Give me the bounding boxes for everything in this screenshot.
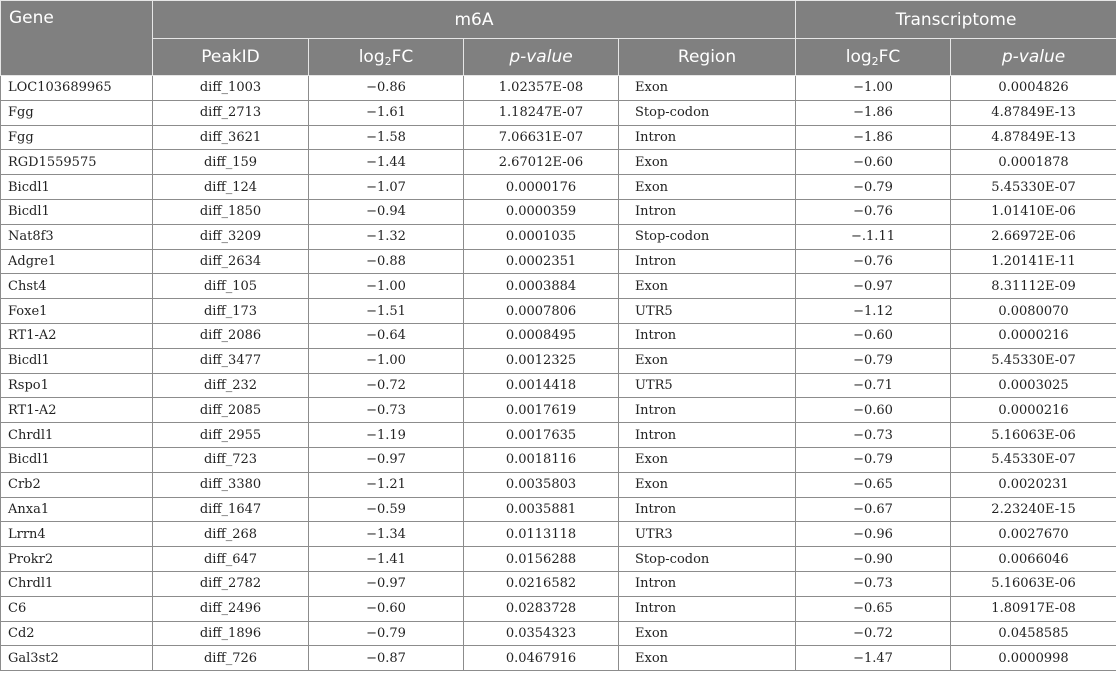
cell-transcriptome-log2fc: −0.97 <box>796 274 951 299</box>
header-transcriptome-log2fc: $\log_2FC$ <box>796 39 951 76</box>
cell-transcriptome-pvalue: 0.0000216 <box>951 323 1116 348</box>
cell-transcriptome-pvalue: 0.0003025 <box>951 373 1116 398</box>
cell-transcriptome-pvalue: 5.16063E-06 <box>951 423 1116 448</box>
table-row <box>1 76 1116 101</box>
cell-peakid: diff_173 <box>153 299 309 324</box>
cell-m6a-pvalue: 0.0354323 <box>464 621 619 646</box>
table-body <box>1 76 1116 671</box>
cell-m6a-log2fc: −1.19 <box>309 423 464 448</box>
cell-transcriptome-log2fc: −0.96 <box>796 522 951 547</box>
cell-region: Exon <box>619 621 796 646</box>
table-row <box>1 447 1116 472</box>
cell-gene: Bicdl1 <box>1 447 153 472</box>
cell-region: UTR5 <box>619 373 796 398</box>
cell-peakid: diff_268 <box>153 522 309 547</box>
cell-gene: Anxa1 <box>1 497 153 522</box>
cell-peakid: diff_232 <box>153 373 309 398</box>
table-row <box>1 175 1116 200</box>
table-row <box>1 348 1116 373</box>
cell-m6a-log2fc: −1.00 <box>309 274 464 299</box>
cell-m6a-log2fc: −1.21 <box>309 472 464 497</box>
cell-transcriptome-log2fc: −0.60 <box>796 323 951 348</box>
cell-peakid: diff_2085 <box>153 398 309 423</box>
table-row <box>1 224 1116 249</box>
cell-gene: Adgre1 <box>1 249 153 274</box>
cell-gene: RT1-A2 <box>1 398 153 423</box>
cell-transcriptome-log2fc: −.1.11 <box>796 224 951 249</box>
cell-transcriptome-pvalue: 8.31112E-09 <box>951 274 1116 299</box>
cell-transcriptome-pvalue: 4.87849E-13 <box>951 100 1116 125</box>
cell-transcriptome-pvalue: 0.0000998 <box>951 646 1116 671</box>
cell-peakid: diff_3380 <box>153 472 309 497</box>
cell-gene: Nat8f3 <box>1 224 153 249</box>
header-transcriptome: Transcriptome <box>796 1 1116 39</box>
header-region: Region <box>619 39 796 76</box>
cell-region: Exon <box>619 348 796 373</box>
cell-transcriptome-pvalue: 0.0000216 <box>951 398 1116 423</box>
table-row <box>1 398 1116 423</box>
cell-m6a-pvalue: 0.0035881 <box>464 497 619 522</box>
table-row <box>1 249 1116 274</box>
cell-transcriptome-log2fc: −1.86 <box>796 100 951 125</box>
cell-transcriptome-log2fc: −0.67 <box>796 497 951 522</box>
table-row <box>1 621 1116 646</box>
cell-transcriptome-log2fc: −0.71 <box>796 373 951 398</box>
cell-m6a-log2fc: −1.07 <box>309 175 464 200</box>
cell-m6a-pvalue: 0.0003884 <box>464 274 619 299</box>
cell-transcriptome-log2fc: −0.65 <box>796 472 951 497</box>
header-peakid: PeakID <box>153 39 309 76</box>
table-row <box>1 125 1116 150</box>
cell-transcriptome-log2fc: −0.73 <box>796 423 951 448</box>
cell-region: Intron <box>619 249 796 274</box>
cell-peakid: diff_2713 <box>153 100 309 125</box>
cell-m6a-pvalue: 0.0014418 <box>464 373 619 398</box>
cell-peakid: diff_726 <box>153 646 309 671</box>
table-row <box>1 323 1116 348</box>
cell-m6a-log2fc: −1.34 <box>309 522 464 547</box>
cell-transcriptome-log2fc: −1.12 <box>796 299 951 324</box>
cell-transcriptome-pvalue: 5.45330E-07 <box>951 175 1116 200</box>
cell-transcriptome-log2fc: −0.60 <box>796 150 951 175</box>
cell-region: Exon <box>619 150 796 175</box>
cell-gene: Bicdl1 <box>1 348 153 373</box>
cell-transcriptome-log2fc: −0.73 <box>796 571 951 596</box>
cell-peakid: diff_723 <box>153 447 309 472</box>
cell-region: UTR3 <box>619 522 796 547</box>
cell-m6a-log2fc: −1.44 <box>309 150 464 175</box>
cell-m6a-pvalue: 0.0216582 <box>464 571 619 596</box>
table-row <box>1 522 1116 547</box>
cell-transcriptome-log2fc: −1.86 <box>796 125 951 150</box>
table-row <box>1 547 1116 572</box>
cell-region: Stop-codon <box>619 547 796 572</box>
cell-m6a-log2fc: −1.00 <box>309 348 464 373</box>
table-row <box>1 100 1116 125</box>
cell-peakid: diff_1003 <box>153 76 309 101</box>
table-row <box>1 199 1116 224</box>
header-transcriptome-pvalue: p-value <box>951 39 1116 76</box>
cell-region: Intron <box>619 125 796 150</box>
cell-region: Exon <box>619 175 796 200</box>
cell-region: Exon <box>619 274 796 299</box>
cell-transcriptome-pvalue: 0.0020231 <box>951 472 1116 497</box>
cell-gene: Cd2 <box>1 621 153 646</box>
table-row <box>1 571 1116 596</box>
table-row <box>1 596 1116 621</box>
cell-transcriptome-log2fc: −0.79 <box>796 447 951 472</box>
cell-m6a-log2fc: −0.87 <box>309 646 464 671</box>
cell-m6a-pvalue: 0.0000359 <box>464 199 619 224</box>
cell-region: Exon <box>619 76 796 101</box>
table-row <box>1 274 1116 299</box>
cell-m6a-log2fc: −0.60 <box>309 596 464 621</box>
cell-peakid: diff_159 <box>153 150 309 175</box>
cell-transcriptome-log2fc: −0.90 <box>796 547 951 572</box>
cell-transcriptome-log2fc: −0.79 <box>796 175 951 200</box>
cell-m6a-pvalue: 0.0283728 <box>464 596 619 621</box>
cell-m6a-log2fc: −0.64 <box>309 323 464 348</box>
cell-m6a-pvalue: 0.0113118 <box>464 522 619 547</box>
cell-gene: Prokr2 <box>1 547 153 572</box>
cell-m6a-log2fc: −0.73 <box>309 398 464 423</box>
cell-peakid: diff_647 <box>153 547 309 572</box>
cell-transcriptome-log2fc: −0.76 <box>796 199 951 224</box>
cell-gene: Fgg <box>1 100 153 125</box>
cell-transcriptome-pvalue: 5.45330E-07 <box>951 447 1116 472</box>
cell-region: Exon <box>619 447 796 472</box>
table-row <box>1 423 1116 448</box>
cell-m6a-pvalue: 0.0467916 <box>464 646 619 671</box>
cell-gene: Bicdl1 <box>1 175 153 200</box>
cell-m6a-pvalue: 0.0156288 <box>464 547 619 572</box>
cell-m6a-log2fc: −1.51 <box>309 299 464 324</box>
cell-region: Intron <box>619 596 796 621</box>
cell-m6a-log2fc: −0.94 <box>309 199 464 224</box>
cell-peakid: diff_1896 <box>153 621 309 646</box>
cell-transcriptome-pvalue: 0.0066046 <box>951 547 1116 572</box>
cell-transcriptome-pvalue: 5.16063E-06 <box>951 571 1116 596</box>
cell-m6a-pvalue: 7.06631E-07 <box>464 125 619 150</box>
cell-gene: LOC103689965 <box>1 76 153 101</box>
header-gene: Gene <box>1 1 153 76</box>
header-m6a: m6A <box>153 1 796 39</box>
cell-m6a-log2fc: −1.58 <box>309 125 464 150</box>
table-row <box>1 150 1116 175</box>
cell-peakid: diff_3477 <box>153 348 309 373</box>
cell-peakid: diff_2086 <box>153 323 309 348</box>
cell-gene: RGD1559575 <box>1 150 153 175</box>
cell-m6a-log2fc: −0.88 <box>309 249 464 274</box>
table-header <box>1 1 1116 76</box>
cell-m6a-pvalue: 0.0017619 <box>464 398 619 423</box>
cell-m6a-pvalue: 0.0002351 <box>464 249 619 274</box>
cell-gene: Lrrn4 <box>1 522 153 547</box>
cell-m6a-pvalue: 1.02357E-08 <box>464 76 619 101</box>
cell-region: Intron <box>619 497 796 522</box>
cell-transcriptome-pvalue: 1.01410E-06 <box>951 199 1116 224</box>
cell-transcriptome-log2fc: −0.60 <box>796 398 951 423</box>
cell-region: Exon <box>619 646 796 671</box>
cell-transcriptome-pvalue: 5.45330E-07 <box>951 348 1116 373</box>
cell-m6a-pvalue: 0.0000176 <box>464 175 619 200</box>
cell-transcriptome-pvalue: 0.0458585 <box>951 621 1116 646</box>
cell-region: Intron <box>619 199 796 224</box>
cell-region: Intron <box>619 398 796 423</box>
cell-peakid: diff_3621 <box>153 125 309 150</box>
cell-peakid: diff_3209 <box>153 224 309 249</box>
cell-m6a-pvalue: 0.0018116 <box>464 447 619 472</box>
cell-region: Exon <box>619 472 796 497</box>
cell-transcriptome-pvalue: 2.66972E-06 <box>951 224 1116 249</box>
cell-transcriptome-pvalue: 0.0027670 <box>951 522 1116 547</box>
cell-peakid: diff_2955 <box>153 423 309 448</box>
cell-transcriptome-log2fc: −0.76 <box>796 249 951 274</box>
cell-m6a-pvalue: 0.0008495 <box>464 323 619 348</box>
cell-transcriptome-pvalue: 0.0004826 <box>951 76 1116 101</box>
cell-peakid: diff_1850 <box>153 199 309 224</box>
cell-gene: Crb2 <box>1 472 153 497</box>
table-row <box>1 646 1116 671</box>
cell-region: Intron <box>619 571 796 596</box>
cell-gene: Gal3st2 <box>1 646 153 671</box>
cell-region: UTR5 <box>619 299 796 324</box>
header-m6a-log2fc: $\log_2FC$ <box>309 39 464 76</box>
cell-transcriptome-pvalue: 4.87849E-13 <box>951 125 1116 150</box>
cell-region: Intron <box>619 423 796 448</box>
cell-m6a-pvalue: 0.0035803 <box>464 472 619 497</box>
cell-m6a-pvalue: 0.0017635 <box>464 423 619 448</box>
cell-m6a-pvalue: 2.67012E-06 <box>464 150 619 175</box>
cell-gene: Chrdl1 <box>1 571 153 596</box>
cell-m6a-pvalue: 0.0012325 <box>464 348 619 373</box>
cell-gene: RT1-A2 <box>1 323 153 348</box>
cell-gene: C6 <box>1 596 153 621</box>
cell-region: Intron <box>619 323 796 348</box>
cell-m6a-pvalue: 0.0001035 <box>464 224 619 249</box>
cell-peakid: diff_2496 <box>153 596 309 621</box>
cell-gene: Chrdl1 <box>1 423 153 448</box>
cell-m6a-log2fc: −0.79 <box>309 621 464 646</box>
cell-transcriptome-pvalue: 1.20141E-11 <box>951 249 1116 274</box>
cell-m6a-pvalue: 0.0007806 <box>464 299 619 324</box>
cell-transcriptome-log2fc: −1.00 <box>796 76 951 101</box>
cell-gene: Fgg <box>1 125 153 150</box>
cell-gene: Chst4 <box>1 274 153 299</box>
cell-peakid: diff_1647 <box>153 497 309 522</box>
cell-m6a-log2fc: −1.32 <box>309 224 464 249</box>
cell-m6a-log2fc: −0.86 <box>309 76 464 101</box>
table-row <box>1 373 1116 398</box>
cell-peakid: diff_2634 <box>153 249 309 274</box>
cell-transcriptome-log2fc: −0.79 <box>796 348 951 373</box>
cell-transcriptome-pvalue: 0.0080070 <box>951 299 1116 324</box>
header-m6a-pvalue: p-value <box>464 39 619 76</box>
cell-m6a-log2fc: −0.97 <box>309 447 464 472</box>
cell-m6a-pvalue: 1.18247E-07 <box>464 100 619 125</box>
cell-m6a-log2fc: −1.61 <box>309 100 464 125</box>
cell-peakid: diff_2782 <box>153 571 309 596</box>
cell-transcriptome-pvalue: 0.0001878 <box>951 150 1116 175</box>
cell-peakid: diff_105 <box>153 274 309 299</box>
cell-region: Stop-codon <box>619 100 796 125</box>
cell-m6a-log2fc: −0.59 <box>309 497 464 522</box>
cell-m6a-log2fc: −0.72 <box>309 373 464 398</box>
table-row <box>1 497 1116 522</box>
cell-m6a-log2fc: −1.41 <box>309 547 464 572</box>
cell-transcriptome-log2fc: −1.47 <box>796 646 951 671</box>
table-row <box>1 299 1116 324</box>
cell-gene: Foxe1 <box>1 299 153 324</box>
cell-transcriptome-log2fc: −0.65 <box>796 596 951 621</box>
cell-gene: Bicdl1 <box>1 199 153 224</box>
cell-gene: Rspo1 <box>1 373 153 398</box>
cell-peakid: diff_124 <box>153 175 309 200</box>
cell-transcriptome-pvalue: 1.80917E-08 <box>951 596 1116 621</box>
cell-region: Stop-codon <box>619 224 796 249</box>
cell-transcriptome-pvalue: 2.23240E-15 <box>951 497 1116 522</box>
cell-m6a-log2fc: −0.97 <box>309 571 464 596</box>
table-row <box>1 472 1116 497</box>
cell-transcriptome-log2fc: −0.72 <box>796 621 951 646</box>
